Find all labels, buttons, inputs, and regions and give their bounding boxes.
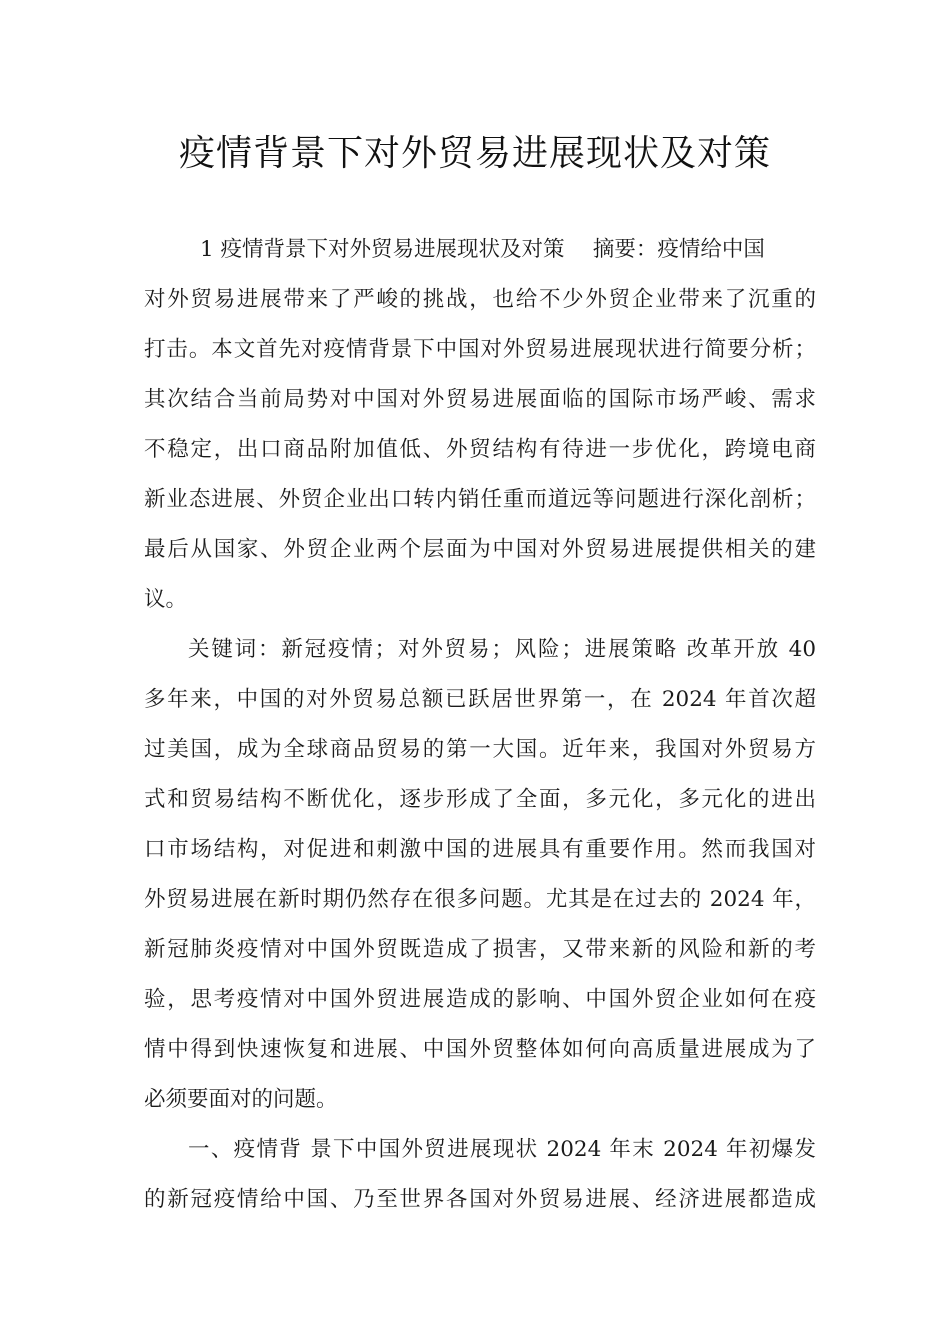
paragraph-line: 一、疫情背 景下中国外贸进展现状 2024 年末 2024 年初爆发 (188, 1137, 816, 1162)
paragraph-line: 打击。本文首先对疫情背景下中国对外贸易进展现状进行简要分析； (144, 337, 816, 362)
paragraph-line: 新冠肺炎疫情对中国外贸既造成了损害，又带来新的风险和新的考 (144, 937, 816, 962)
paragraph-line: 的新冠疫情给中国、乃至世界各国对外贸易进展、经济进展都造成 (144, 1187, 816, 1212)
paragraph-line: 多年来，中国的对外贸易总额已跃居世界第一，在 2024 年首次超 (144, 687, 816, 712)
abstract-paragraph (144, 225, 816, 625)
paragraph-line: 关键词：新冠疫情；对外贸易；风险；进展策略 改革开放 40 (188, 637, 816, 662)
paragraph-line: 对外贸易进展带来了严峻的挑战，也给不少外贸企业带来了沉重的 (144, 287, 816, 312)
paragraph-line: 式和贸易结构不断优化，逐步形成了全面，多元化，多元化的进出 (144, 787, 816, 812)
paragraph-line: 口市场结构，对促进和刺激中国的进展具有重要作用。然而我国对 (144, 837, 816, 862)
document-body (144, 225, 816, 1225)
paragraph-line: 外贸易进展在新时期仍然存在很多问题。尤其是在过去的 2024 年， (144, 887, 816, 912)
paragraph-line: 其次结合当前局势对中国对外贸易进展面临的国际市场严峻、需求 (144, 387, 816, 412)
paragraph-line: 情中得到快速恢复和进展、中国外贸整体如何向高质量进展成为了 (144, 1037, 816, 1062)
paragraph-line: 必须要面对的问题。 (144, 1087, 338, 1112)
paragraph-line: 验，思考疫情对中国外贸进展造成的影响、中国外贸企业如何在疫 (144, 987, 816, 1012)
paragraph-line: 新业态进展、外贸企业出口转内销任重而道远等问题进行深化剖析； (144, 487, 816, 512)
section-one-paragraph (144, 1125, 816, 1225)
paragraph-line: 1 疫情背景下对外贸易进展现状及对策 摘要：疫情给中国 (200, 237, 765, 262)
paragraph-line: 过美国，成为全球商品贸易的第一大国。近年来，我国对外贸易方 (144, 737, 816, 762)
paragraph-line: 议。 (144, 587, 188, 612)
document-title: 疫情背景下对外贸易进展现状及对策 (178, 133, 771, 174)
keywords-paragraph (144, 625, 816, 1125)
paragraph-line: 不稳定，出口商品附加值低、外贸结构有待进一步优化，跨境电商 (144, 437, 816, 462)
paragraph-line: 最后从国家、外贸企业两个层面为中国对外贸易进展提供相关的建 (144, 537, 816, 562)
